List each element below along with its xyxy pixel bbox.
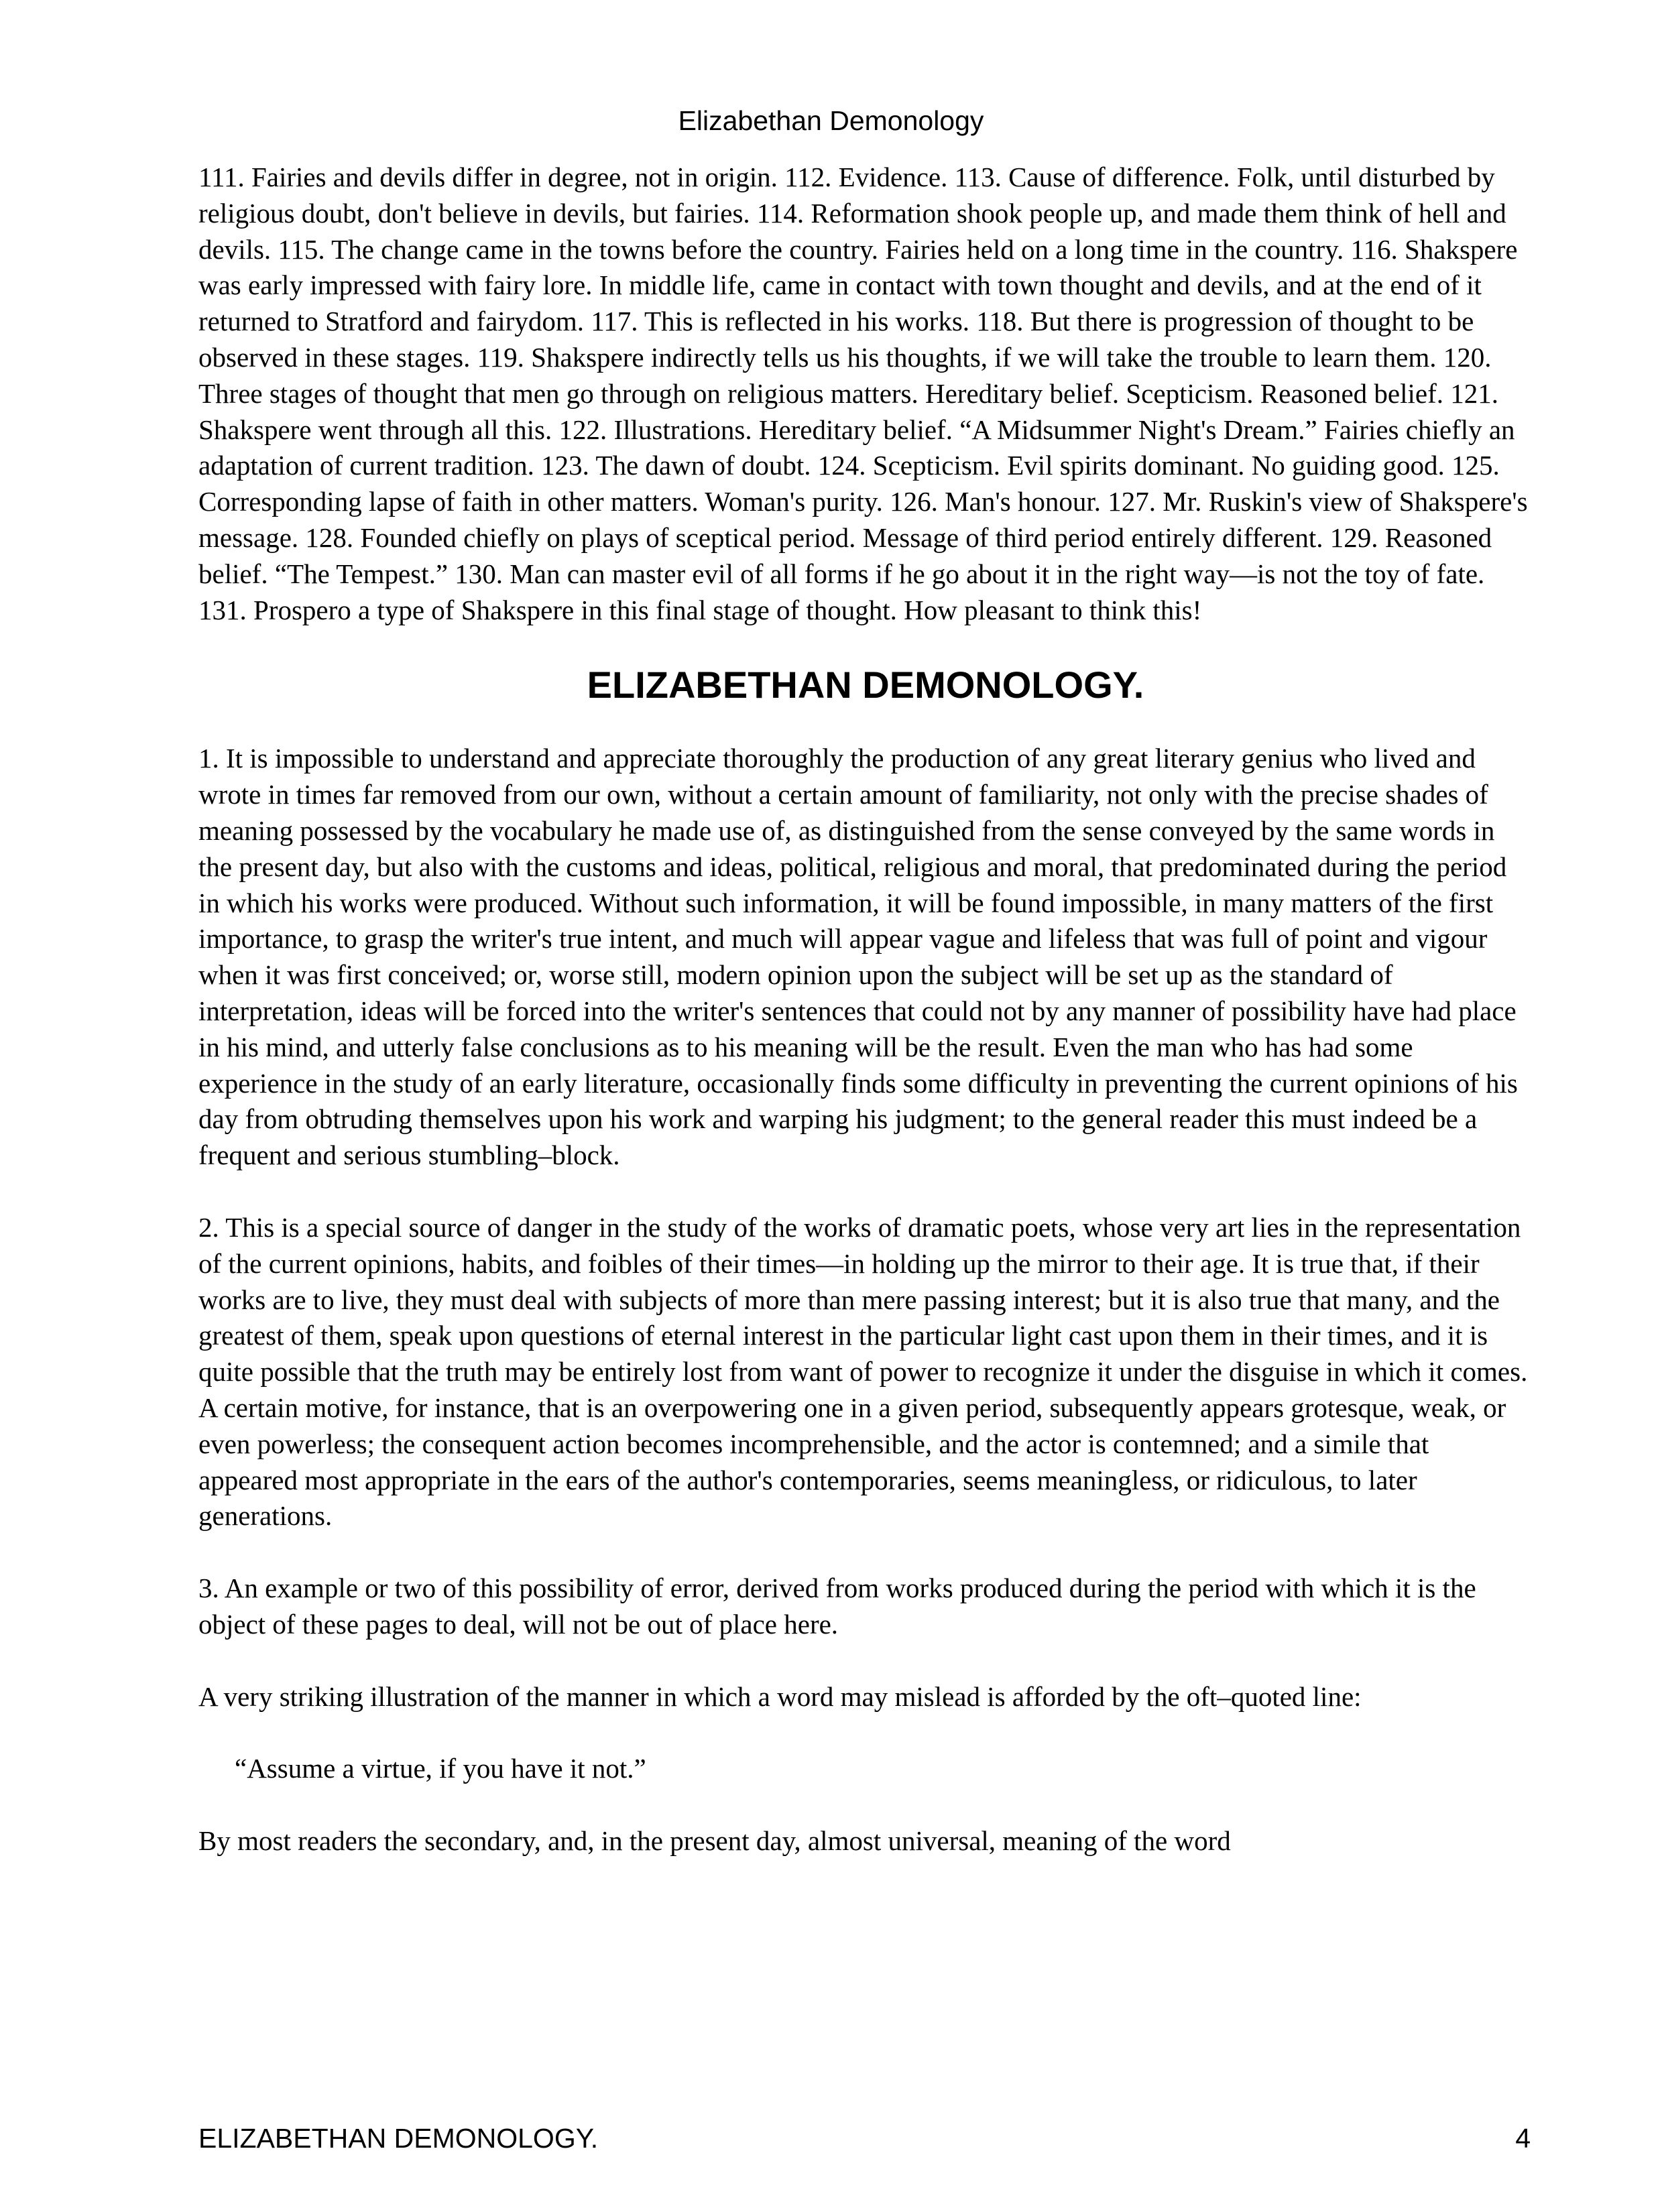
paragraph-2: 2. This is a special source of danger in the study of the works of dramatic poets, whose very art lies in the representation of the current opinions, habits, and foibles of their times—in holding up the mirror to their age. It is true that, if their works are to live, they must deal with subjects of more than mere passing interest; but it is also true that many, and the greatest of them, speak upon questions of eternal interest in the particular light cast upon them in their times, and it is quite possible that the truth may be entirely lost from want of power to recognize it under the disguise in which it comes. A certain motive, for instance, that is an overpowering one in a given period, subsequently appears grotesque, weak, or even powerless; the consequent action becomes incomprehensible, and the actor is contemned; and a simile that appeared most appropriate in the ears of the author's contemporaries, seems meaningless, or ridiculous, to later generations. [198, 1211, 1528, 1532]
footer-title: ELIZABETHAN DEMONOLOGY. [198, 2123, 599, 2154]
closing-paragraph: By most readers the secondary, and, in the present day, almost universal, meaning of the word [198, 1825, 1231, 1857]
paragraph-4: A very striking illustration of the manner in which a word may mislead is afforded by the oft–quoted line: [198, 1680, 1362, 1712]
running-header: Elizabethan Demonology [678, 105, 984, 136]
page-body [198, 160, 1533, 1896]
paragraph-3: 3. An example or two of this possibility of error, derived from works produced during the period with which it is the object of these pages to deal, will not be out of place here. [198, 1573, 1476, 1640]
section-heading: ELIZABETHAN DEMONOLOGY. [587, 664, 1144, 706]
block-quote: “Assume a virtue, if you have it not.” [235, 1753, 646, 1784]
paragraph-1: 1. It is impossible to understand and appreciate thoroughly the production of any great literary genius who lived and wrote in times far removed from our own, without a certain amount of familiarity, not only with the precise shades of meaning possessed by the vocabulary he made use of, as distinguished from the sense conveyed by the same words in the present day, but also with the customs and ideas, political, religious and moral, that predominated during the period in which his works were produced. Without such information, it will be found impossible, in many matters of the first importance, to grasp the writer's true intent, and much will appear vague and lifeless that was full of point and vigour when it was first conceived; or, worse still, modern opinion upon the subject will be set up as the standard of interpretation, ideas will be forced into the writer's sentences that could not by any manner of possibility have had place in his mind, and utterly false conclusions as to his meaning will be the result. Even the man who has had some experience in the study of an early literature, occasionally finds some difficulty in preventing the current opinions of his day from obtruding themselves upon his work and warping his judgment; to the general reader this must indeed be a frequent and serious stumbling–block. [198, 743, 1518, 1171]
page-number: 4 [1515, 2123, 1531, 2154]
chapter-summary: 111. Fairies and devils differ in degree, not in origin. 112. Evidence. 113. Cause of difference. Folk, until disturbed by religious doubt, don't believe in devils, but fairies. 114. Reformation shook people up, and made them think of hell and devils. 115. The change came in the towns before the country. Fairies held on a long time in the country. 116. Shakspere was early impressed with fairy lore. In middle life, came in contact with town thought and devils, and at the end of it returned to Stratford and fairydom. 117. This is reflected in his works. 118. But there is progression of thought to be observed in these stages. 119. Shakspere indirectly tells us his thoughts, if we will take the trouble to learn them. 120. Three stages of thought that men go through on religious matters. Hereditary belief. Scepticism. Reasoned belief. 121. Shakspere went through all this. 122. Illustrations. Hereditary belief. “A Midsummer Night's Dream.” Fairies chiefly an adaptation of current tradition. 123. The dawn of doubt. 124. Scepticism. Evil spirits dominant. No guiding good. 125. Corresponding lapse of faith in other matters. Woman's purity. 126. Man's honour. 127. Mr. Ruskin's view of Shakspere's message. 128. Founded chiefly on plays of sceptical period. Message of third period entirely different. 129. Reasoned belief. “The Tempest.” 130. Man can master evil of all forms if he go about it in the right way—is not the toy of fate. 131. Prospero a type of Shakspere in this final stage of thought. How pleasant to think this! [198, 162, 1528, 625]
